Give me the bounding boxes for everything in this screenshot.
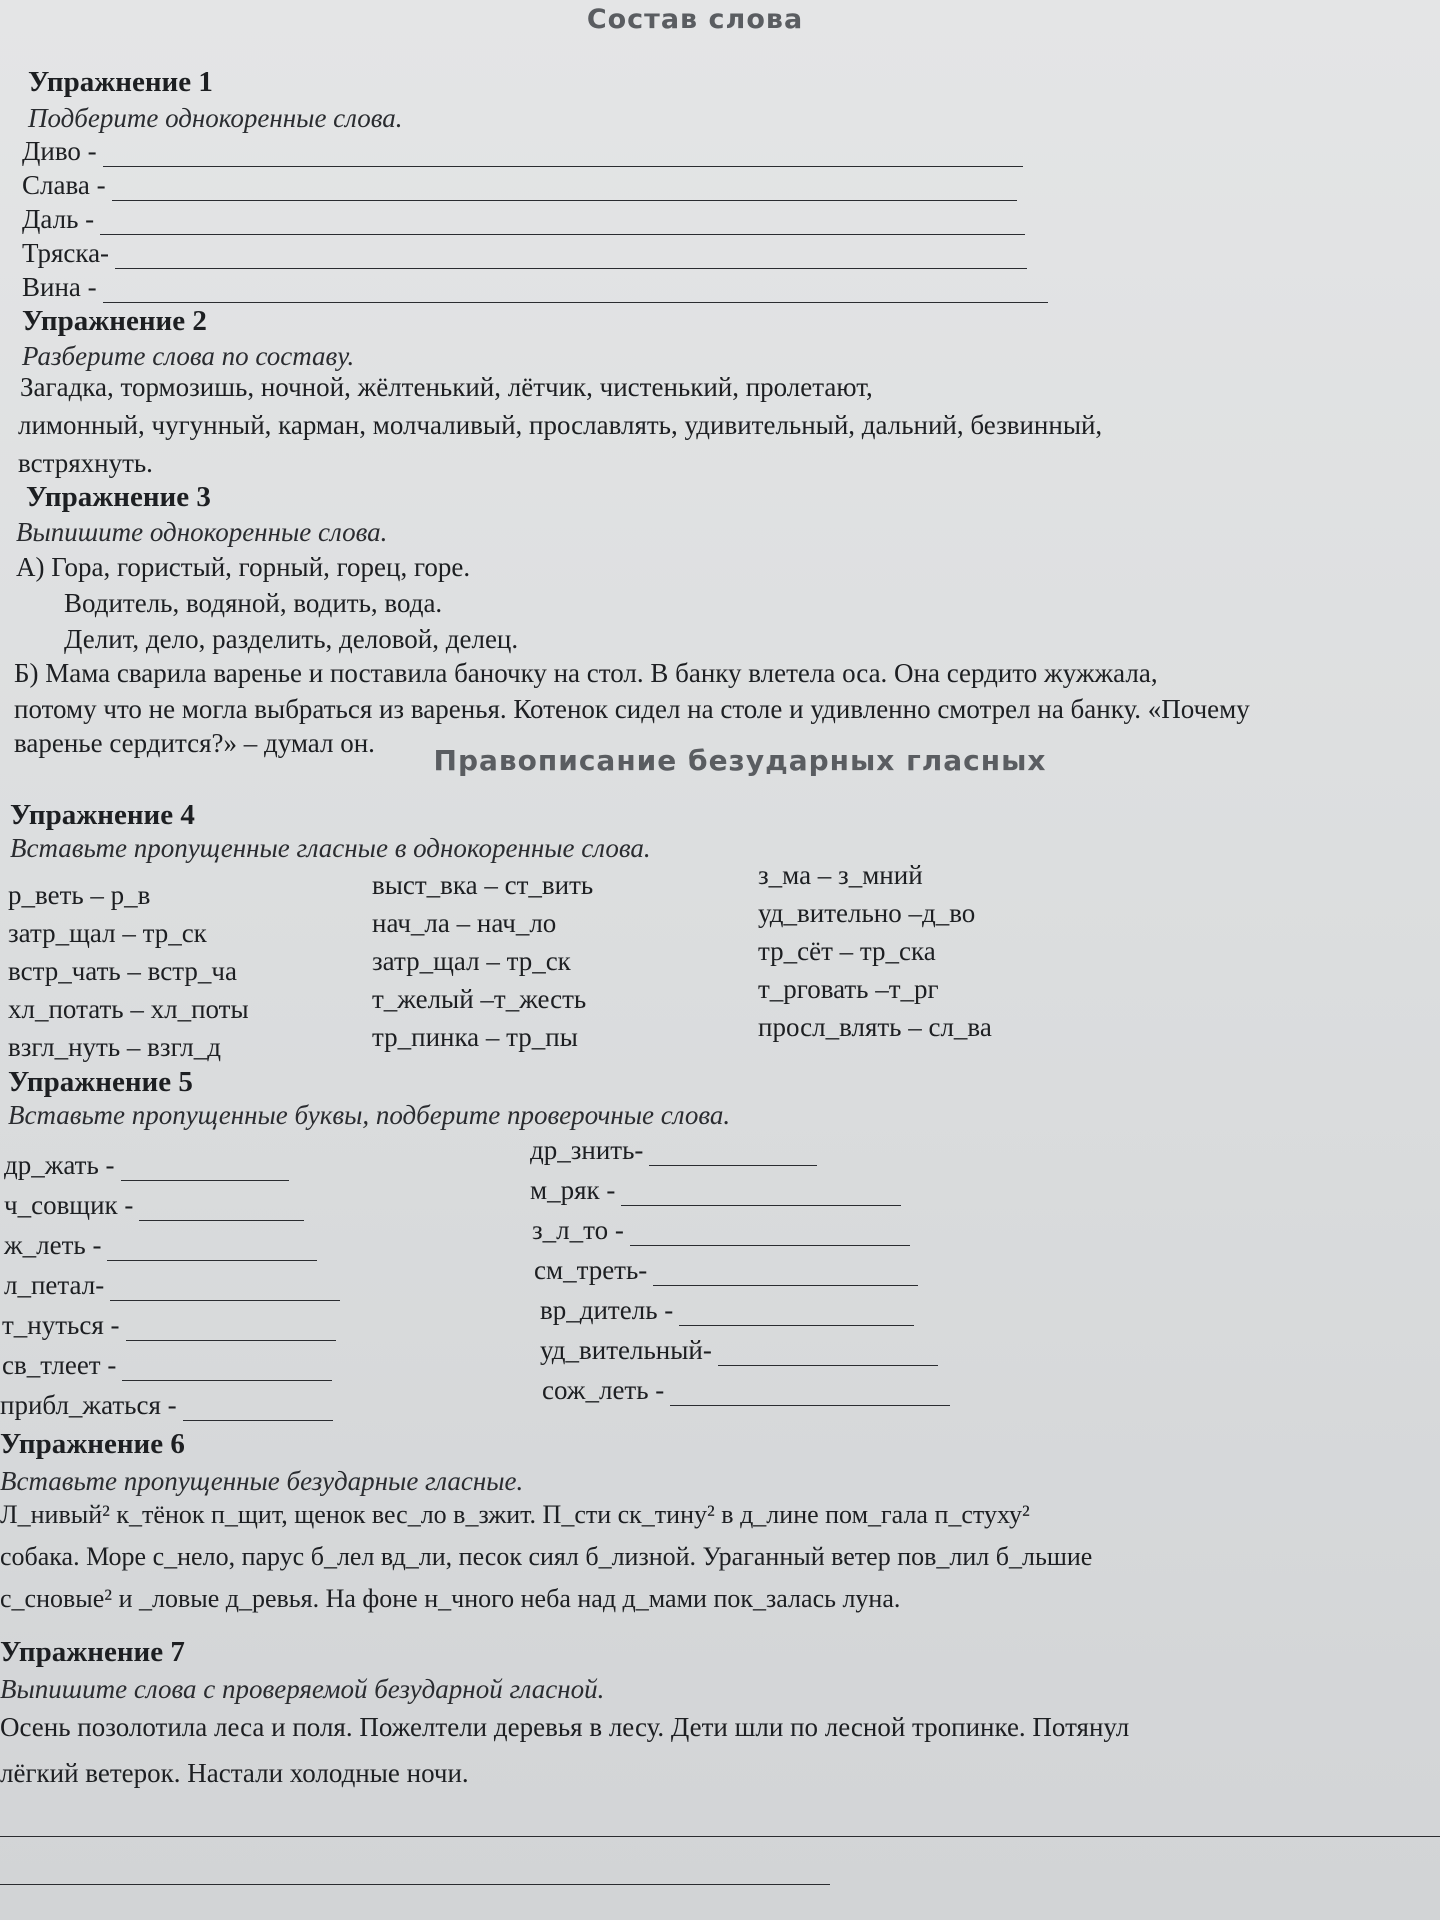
ex1-row xyxy=(22,136,1023,167)
ex4-pair: затр_щал – тр_ск xyxy=(372,946,571,976)
ex1-row xyxy=(22,204,1025,235)
ex1-word: Диво - xyxy=(22,136,97,166)
answer-line[interactable] xyxy=(183,1396,333,1421)
ex5-word: уд_вительный- xyxy=(540,1335,712,1365)
exercise-3-text: потому что не могла выбраться из варенья. Котенок сидел на столе и удивленно смотрел на банку. «Почему xyxy=(14,694,1250,724)
exercise-4-task: Вставьте пропущенные гласные в однокоренные слова. xyxy=(10,833,651,863)
ex5-item xyxy=(542,1375,950,1406)
exercise-3-text: Делит, дело, разделить, деловой, делец. xyxy=(64,624,519,654)
ex5-item xyxy=(2,1310,336,1341)
exercise-7-text: Осень позолотила леса и поля. Пожелтели деревья в лесу. Дети шли по лесной тропинке. Потянул xyxy=(0,1712,1130,1742)
answer-line[interactable] xyxy=(110,1276,340,1301)
ex1-row xyxy=(22,272,1048,303)
ex1-row xyxy=(22,170,1017,201)
ex5-item xyxy=(4,1190,304,1221)
ex5-item xyxy=(4,1230,317,1261)
ex5-item xyxy=(530,1135,817,1166)
section-title-spelling: Правописание безударных гласных xyxy=(433,744,1047,777)
exercise-3-heading: Упражнение 3 xyxy=(26,481,211,513)
answer-line[interactable] xyxy=(621,1181,901,1206)
answer-line[interactable] xyxy=(139,1196,304,1221)
ex4-pair: встр_чать – встр_ча xyxy=(8,956,237,986)
ex4-pair: т_желый –т_жесть xyxy=(372,984,587,1014)
answer-line[interactable] xyxy=(115,244,1027,269)
ex1-word: Даль - xyxy=(22,204,95,234)
exercise-2-text: Загадка, тормозишь, ночной, жёлтенький, лётчик, чистенький, пролетают, xyxy=(20,372,873,402)
exercise-7-heading: Упражнение 7 xyxy=(0,1636,185,1668)
ex4-pair: т_рговать –т_рг xyxy=(758,974,939,1004)
ex5-word: см_треть- xyxy=(534,1255,648,1285)
ex4-pair: уд_вительно –д_во xyxy=(758,898,976,928)
answer-line[interactable] xyxy=(122,1356,332,1381)
answer-line[interactable] xyxy=(103,142,1023,167)
ex1-word: Тряска- xyxy=(22,238,110,268)
ex5-word: сож_леть - xyxy=(542,1375,665,1405)
answer-line[interactable] xyxy=(0,1884,830,1885)
ex4-pair: тр_сёт – тр_ска xyxy=(758,936,936,966)
exercise-2-heading: Упражнение 2 xyxy=(22,305,207,337)
exercise-3-task: Выпишите однокоренные слова. xyxy=(16,517,388,547)
ex1-word: Вина - xyxy=(22,272,97,302)
ex5-word: др_жать - xyxy=(4,1150,115,1180)
ex4-pair: тр_пинка – тр_пы xyxy=(372,1022,578,1052)
exercise-2-task: Разберите слова по составу. xyxy=(22,341,355,371)
answer-line[interactable] xyxy=(100,210,1025,235)
exercise-6-text: с_сновые² и _ловые д_ревья. На фоне н_чного неба над д_мами пок_залась луна. xyxy=(0,1584,901,1613)
exercise-2-text: лимонный, чугунный, карман, молчаливый, прославлять, удивительный, дальний, безвинный, xyxy=(18,410,1103,440)
answer-line[interactable] xyxy=(630,1221,910,1246)
exercise-6-text: Л_нивый² к_тёнок п_щит, щенок вес_ло в_зжит. П_сти ск_тину² в д_лине пом_гала п_стуху² xyxy=(0,1500,1030,1529)
answer-line[interactable] xyxy=(121,1156,289,1181)
ex5-item xyxy=(540,1295,914,1326)
ex1-word: Слава - xyxy=(22,170,106,200)
exercise-2-text: встряхнуть. xyxy=(18,448,153,478)
exercise-3-text: А) Гора, гористый, горный, горец, горе. xyxy=(16,552,471,582)
exercise-4-heading: Упражнение 4 xyxy=(10,799,195,831)
exercise-5-task: Вставьте пропущенные буквы, подберите проверочные слова. xyxy=(8,1100,731,1130)
ex5-word: м_ряк - xyxy=(530,1175,616,1205)
ex5-word: вр_дитель - xyxy=(540,1295,674,1325)
ex5-item xyxy=(4,1150,289,1181)
ex5-word: ж_леть - xyxy=(4,1230,102,1260)
ex5-item xyxy=(534,1255,918,1286)
exercise-6-text: собака. Море с_нело, парус б_лел вд_ли, песок сиял б_лизной. Ураганный ветер пов_лил б_льшие xyxy=(0,1542,1093,1571)
answer-line[interactable] xyxy=(718,1341,938,1366)
ex4-pair: нач_ла – нач_ло xyxy=(372,908,557,938)
exercise-1-task: Подберите однокоренные слова. xyxy=(28,103,403,133)
ex5-word: ч_совщик - xyxy=(4,1190,134,1220)
ex5-word: св_тлеет - xyxy=(2,1350,117,1380)
exercise-1-heading: Упражнение 1 xyxy=(28,66,213,98)
ex4-pair: взгл_нуть – взгл_д xyxy=(8,1032,221,1062)
ex4-pair: затр_щал – тр_ск xyxy=(8,918,207,948)
answer-line[interactable] xyxy=(107,1236,317,1261)
ex5-word: прибл_жаться - xyxy=(0,1390,177,1420)
ex5-item xyxy=(4,1270,340,1301)
section-title-composition: Состав слова xyxy=(586,4,804,35)
ex5-item xyxy=(0,1390,333,1421)
answer-line[interactable] xyxy=(112,176,1017,201)
exercise-3-text: Водитель, водяной, водить, вода. xyxy=(64,588,443,618)
ex5-item xyxy=(540,1335,938,1366)
answer-line[interactable] xyxy=(649,1141,817,1166)
ex5-word: л_петал- xyxy=(4,1270,105,1300)
ex5-word: т_нуться - xyxy=(2,1310,120,1340)
exercise-3-text: варенье сердится?» – думал он. xyxy=(14,728,375,758)
ex5-word: з_л_то - xyxy=(532,1215,624,1245)
ex5-item xyxy=(530,1175,901,1206)
exercise-7-text: лёгкий ветерок. Настали холодные ночи. xyxy=(0,1758,469,1788)
ex5-item xyxy=(532,1215,910,1246)
answer-line[interactable] xyxy=(679,1301,914,1326)
answer-line[interactable] xyxy=(103,278,1048,303)
ex4-pair: хл_потать – хл_поты xyxy=(8,994,249,1024)
answer-line[interactable] xyxy=(670,1381,950,1406)
ex5-item xyxy=(2,1350,332,1381)
answer-line[interactable] xyxy=(653,1261,918,1286)
answer-line[interactable] xyxy=(126,1316,336,1341)
answer-line[interactable] xyxy=(0,1836,1440,1837)
exercise-5-heading: Упражнение 5 xyxy=(8,1066,193,1098)
ex1-row xyxy=(22,238,1027,269)
ex4-pair: выст_вка – ст_вить xyxy=(372,870,594,900)
exercise-6-task: Вставьте пропущенные безударные гласные. xyxy=(0,1466,524,1496)
ex5-word: др_знить- xyxy=(530,1135,644,1165)
ex4-pair: з_ма – з_мний xyxy=(758,860,923,890)
ex4-pair: р_веть – р_в xyxy=(8,880,151,910)
ex4-pair: просл_влять – сл_ва xyxy=(758,1012,992,1042)
exercise-3-text: Б) Мама сварила варенье и поставила баночку на стол. В банку влетела оса. Она сердито жужжала, xyxy=(14,658,1158,688)
exercise-6-heading: Упражнение 6 xyxy=(0,1428,185,1460)
exercise-7-task: Выпишите слова с проверяемой безударной гласной. xyxy=(0,1674,605,1704)
